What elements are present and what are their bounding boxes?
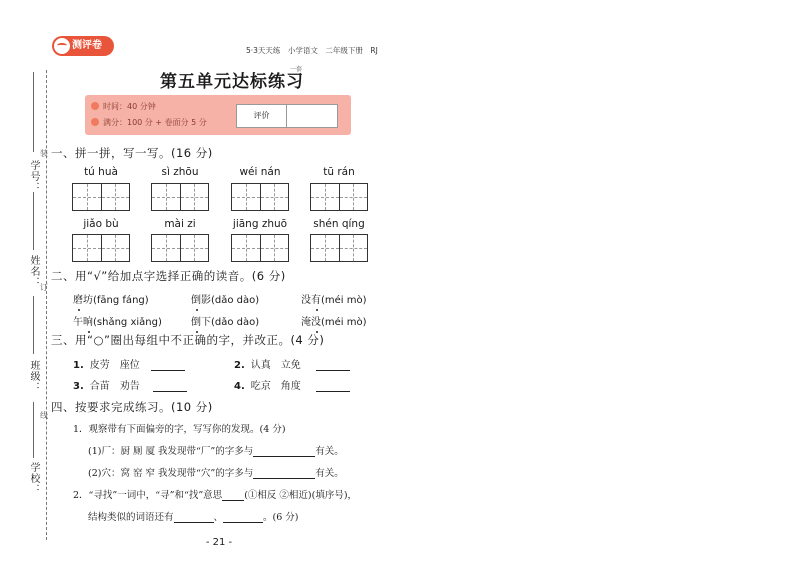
- writing-grid[interactable]: [310, 183, 368, 211]
- correction-item: 1. 皮劳 座位: [73, 356, 185, 371]
- pinyin-label: shén qíng: [313, 218, 365, 230]
- name-blank[interactable]: [33, 192, 34, 250]
- reading-choice-item[interactable]: 倒影(dǎo dào): [191, 295, 260, 306]
- name-label: 姓名：: [28, 255, 39, 288]
- pinyin-label: tū rán: [323, 166, 355, 178]
- reading-choice-item[interactable]: 午晌(shǎng xiǎng): [73, 317, 162, 328]
- brand-logo: [52, 36, 114, 56]
- answer-blank[interactable]: [253, 456, 315, 457]
- reading-choice-item[interactable]: 淹没(méi mò): [301, 317, 367, 328]
- answer-blank[interactable]: [223, 522, 263, 523]
- mascot-icon: [54, 38, 70, 54]
- section-2-heading: 二、用“√”给加点字选择正确的读音。(6 分): [51, 269, 286, 283]
- seal-mark: 订: [40, 283, 48, 292]
- writing-grid[interactable]: [72, 234, 130, 262]
- reading-choice-item[interactable]: 磨坊(fāng fáng): [73, 295, 149, 306]
- pinyin-label: wéi nán: [239, 166, 281, 178]
- school-blank[interactable]: [33, 402, 34, 458]
- question-4-1-a: (1)厂：厨 厕 厦 我发现带“厂”的字多与 有关。: [88, 446, 344, 457]
- question-4-2-b: 结构类似的词语还有 、 。(6 分): [88, 512, 299, 523]
- student-id-blank[interactable]: [33, 72, 34, 152]
- class-label: 班级：: [28, 360, 39, 393]
- evaluation-box[interactable]: [236, 104, 338, 128]
- binding-line: [46, 70, 47, 540]
- pinyin-label: mài zi: [164, 218, 196, 230]
- question-4-1: 1．观察带有下面偏旁的字，写写你的发现。(4 分): [73, 424, 286, 435]
- page-title: 第五单元达标练习: [160, 72, 304, 92]
- answer-blank[interactable]: [153, 391, 187, 392]
- answer-blank[interactable]: [174, 522, 214, 523]
- series-info: 5·3天天练 小学语文 二年级下册 RJ: [246, 46, 378, 55]
- answer-blank[interactable]: [222, 500, 244, 501]
- writing-grid[interactable]: [72, 183, 130, 211]
- pinyin-label: sì zhōu: [161, 166, 199, 178]
- seal-mark: 装: [40, 149, 48, 158]
- seal-mark: 线: [40, 411, 48, 420]
- answer-blank[interactable]: [253, 478, 315, 479]
- exam-info-box: [85, 95, 351, 135]
- writing-grid[interactable]: [231, 183, 289, 211]
- logo-text: 测评卷: [72, 40, 102, 51]
- answer-blank[interactable]: [316, 391, 350, 392]
- writing-grid[interactable]: [310, 234, 368, 262]
- section-1-heading: 一、拼一拼，写一写。(16 分): [51, 146, 213, 160]
- question-4-2: 2．“寻找”一词中，“寻”和“找”意思 (①相反 ②相近)(填序号)，: [73, 490, 358, 501]
- score-info: 满分：100 分 + 卷面分 5 分: [91, 117, 207, 128]
- reading-choice-item[interactable]: 倒下(dǎo dào): [191, 317, 260, 328]
- evaluation-label: 评价: [237, 105, 287, 127]
- reading-choice-item[interactable]: 没有(méi mò): [301, 295, 367, 306]
- answer-blank[interactable]: [316, 370, 350, 371]
- pinyin-label: jiǎo bù: [83, 218, 119, 230]
- time-info: 时间：40 分钟: [91, 101, 156, 112]
- correction-item: 3. 合苗 劝告: [73, 377, 187, 392]
- correction-item: 2. 认真 立免: [234, 356, 350, 371]
- section-4-heading: 四、按要求完成练习。(10 分): [51, 400, 213, 414]
- question-4-1-b: (2)穴：窝 窑 窄 我发现带“穴”的字多与 有关。: [88, 468, 344, 479]
- student-id-label: 学号：: [28, 160, 39, 193]
- class-blank[interactable]: [33, 296, 34, 354]
- answer-blank[interactable]: [151, 370, 185, 371]
- score-icon: [91, 118, 99, 126]
- clock-icon: [91, 102, 99, 110]
- pinyin-label: jiāng zhuō: [232, 218, 288, 230]
- section-3-heading: 三、用“○”圈出每组中不正确的字，并改正。(4 分): [51, 333, 325, 347]
- page-number: - 21 -: [205, 537, 233, 548]
- title-note: 一套: [290, 66, 303, 73]
- writing-grid[interactable]: [151, 183, 209, 211]
- writing-grid[interactable]: [151, 234, 209, 262]
- writing-grid[interactable]: [231, 234, 289, 262]
- school-label: 学校：: [28, 462, 39, 495]
- pinyin-label: tú huà: [84, 166, 118, 178]
- correction-item: 4. 吃京 角度: [234, 377, 350, 392]
